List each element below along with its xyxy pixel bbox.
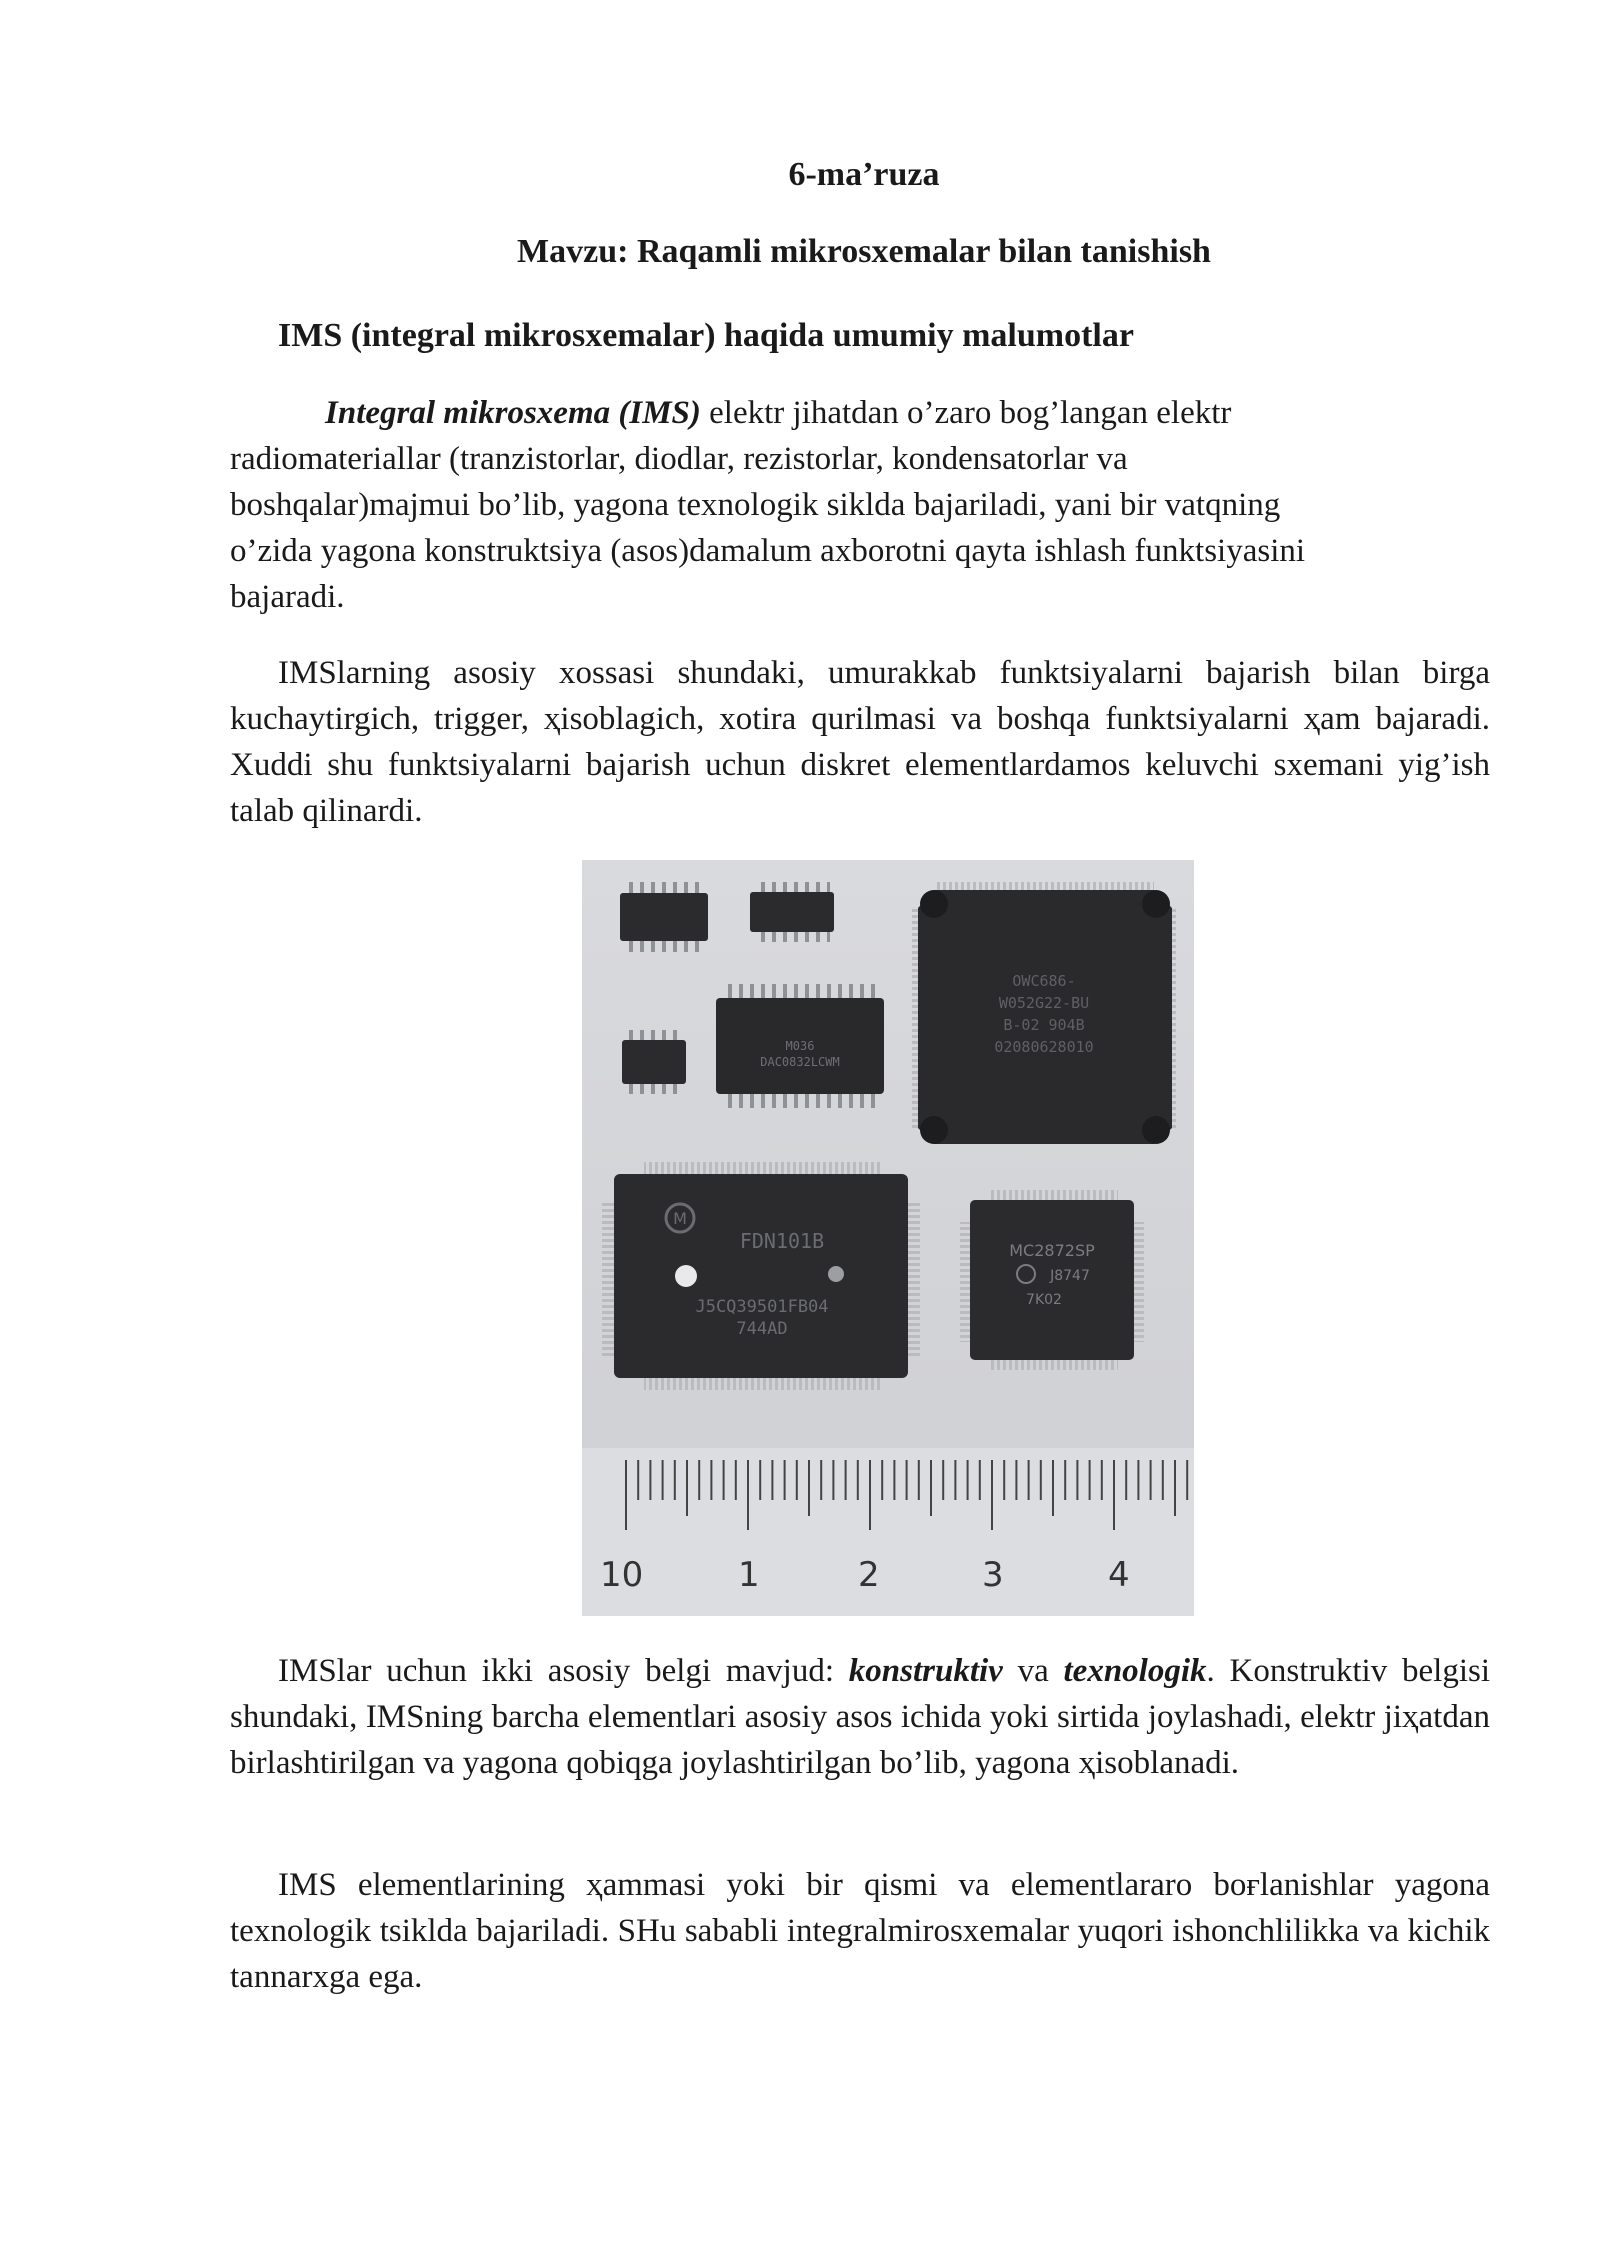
paragraph-3-intro: IMSlar uchun ikki asosiy belgi mavjud: <box>278 1653 849 1689</box>
paragraph-3-rest: . Konstruktiv belgisi shundaki, IMSning barcha elementlari asosiy asos ichida yoki sirtida joylashadi, elektr jiҳatdan birlashtirilgan va yagona qobiqga joylashtirilgan bo’lib, yagona ҳisoblanadi. <box>230 1653 1490 1781</box>
svg-text:M: M <box>673 1209 687 1228</box>
ruler-label-3: 3 <box>982 1555 1004 1595</box>
paragraph-2-text: IMSlarning asosiy xossasi shundaki, umurakkab funktsiyalarni bajarish bilan birga kuchaytirgich, trigger, ҳisoblagich, xotira qurilmasi va boshqa funktsiyalarni ҳam bajaradi. Xuddi shu funktsiyalarni bajarish uchun diskret elementlardamos keluvchi sxemani yig’ish talab qilinardi. <box>230 655 1490 829</box>
paragraph-1-line-3: boshqalar)majmui bo’lib, yagona texnologik siklda bajariladi, yani bir vatqning <box>230 487 1281 523</box>
section-heading: IMS (integral mikrosxemalar) haqida umumiy malumotlar <box>278 317 1134 354</box>
paragraph-ims-reliability <box>230 1862 1490 2000</box>
paragraph-ims-property <box>230 650 1490 834</box>
qfp-chip-mc2872sp <box>960 1190 1144 1370</box>
integrated-circuits-photo <box>582 860 1194 1616</box>
motorola-label-3: 744AD <box>736 1319 788 1339</box>
dac-label-2: DAC0832LCWM <box>760 1055 840 1069</box>
lecture-number: 6-ma’ruza <box>788 156 940 193</box>
paragraph-1-line-2: radiomateriallar (tranzistorlar, diodlar, rezistorlar, kondensatorlar va <box>230 441 1128 477</box>
topic-heading: Mavzu: Raqamli mikrosxemalar bilan tanishish <box>517 233 1211 270</box>
paragraph-3-and: va <box>1002 1653 1064 1689</box>
qfp-large-label-3: B-02 904B <box>1003 1016 1085 1034</box>
paragraph-ims-signs <box>230 1648 1490 1786</box>
mc-label-1: MC2872SP <box>1009 1241 1095 1260</box>
soic-chip-3 <box>622 1030 686 1094</box>
paragraph-1-line-1 <box>230 390 1490 436</box>
qfp-large-label-2: W052G22-BU <box>998 994 1090 1012</box>
ruler-label-4: 4 <box>1108 1555 1130 1595</box>
motorola-label-2: J5CQ39501FB04 <box>695 1297 829 1317</box>
dac-label-1: M036 <box>785 1039 815 1053</box>
term-texnologik: texnologik <box>1063 1653 1207 1689</box>
ruler <box>582 1448 1194 1616</box>
qfp-large-label-4: 02080628010 <box>994 1038 1094 1056</box>
paragraph-4-text: IMS elementlarining ҳammasi yoki bir qismi va elementlararo boғlanishlar yagona texnologik tsiklda bajariladi. SHu sababli integralmirosxemalar yuqori ishonchlilikka va kichik tannarxga ega. <box>230 1867 1490 1995</box>
qfp-large-label-1: OWC686- <box>1012 972 1076 990</box>
paragraph-1-line-1-rest: elektr jihatdan o’zaro bog’langan elektr <box>700 395 1232 431</box>
term-ims: Integral mikrosxema (IMS) <box>325 395 701 431</box>
mc-label-3: 7K02 <box>1026 1292 1062 1308</box>
qfp-chip-motorola <box>602 1162 920 1390</box>
chips-illustration <box>582 860 1194 1616</box>
soic-chip-dac0832 <box>716 984 884 1108</box>
ruler-label-2: 2 <box>858 1555 880 1595</box>
mc-label-2: J8747 <box>1050 1268 1090 1284</box>
paragraph-1-line-4: o’zida yagona konstruktsiya (asos)damalum axborotni qayta ishlash funktsiyasini <box>230 533 1306 569</box>
paragraph-1-line-5: bajaradi. <box>230 579 345 615</box>
term-konstruktiv: konstruktiv <box>848 1653 1003 1689</box>
motorola-label-1: FDN101B <box>739 1229 825 1253</box>
qfp-chip-large <box>912 882 1176 1144</box>
soic-chip-2 <box>750 882 834 942</box>
ruler-label-1: 1 <box>738 1555 760 1595</box>
paragraph-ims-definition <box>230 390 1490 620</box>
ruler-label-0: 10 <box>600 1555 644 1595</box>
soic-chip-1 <box>620 882 708 952</box>
